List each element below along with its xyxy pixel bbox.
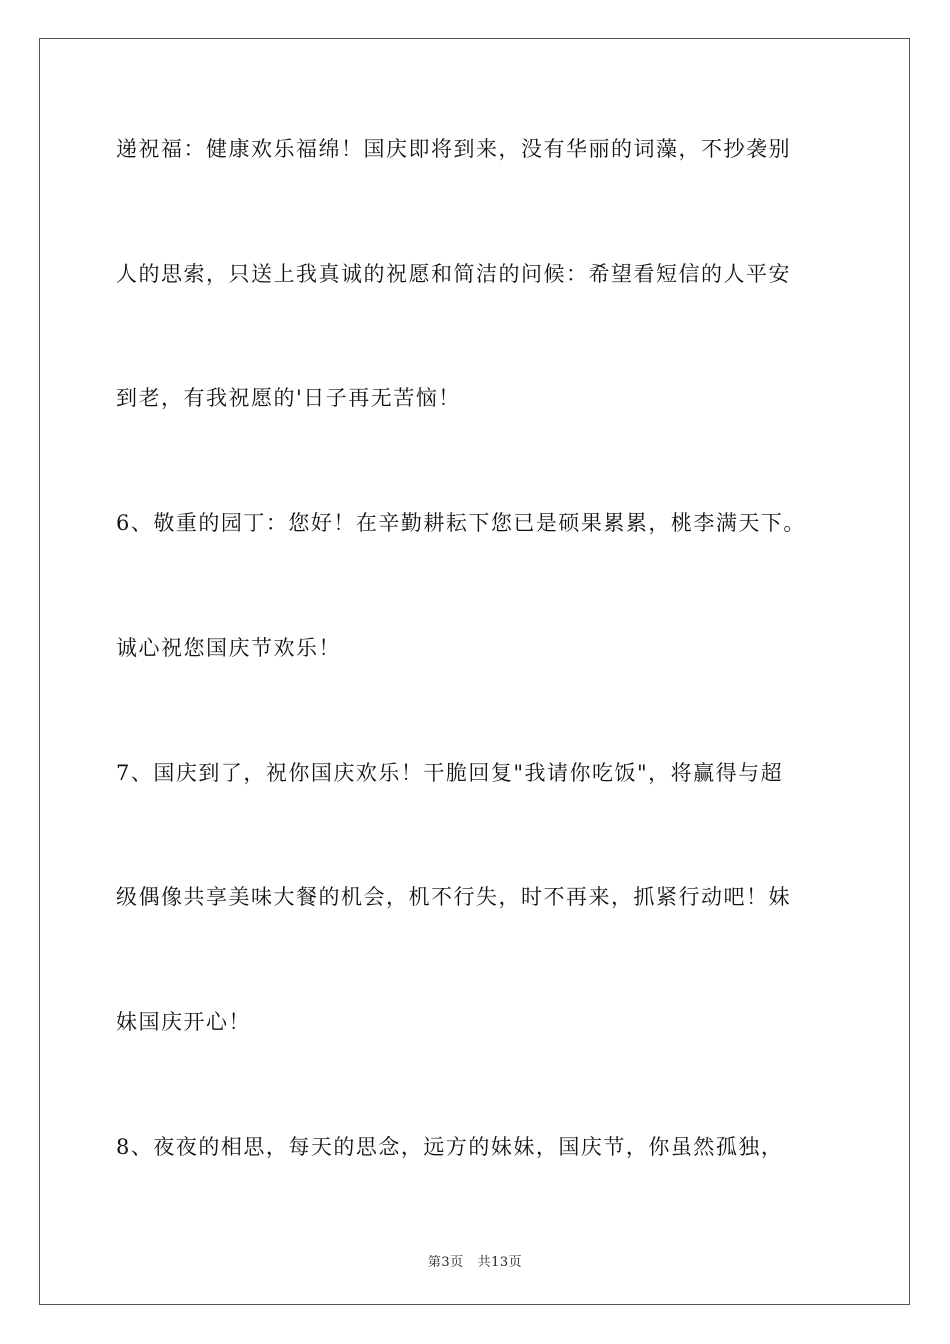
text-line: 诚心祝您国庆节欢乐！: [116, 636, 341, 660]
page-footer: [0, 1251, 950, 1270]
text-line: 7、国庆到了，祝你国庆欢乐！干脆回复"我请你吃饭"，将赢得与超: [116, 761, 784, 785]
page-total: 共13页: [477, 1255, 523, 1270]
text-line: 妹国庆开心！: [116, 1010, 251, 1034]
page-number: 第3页: [427, 1255, 464, 1270]
text-line: 级偶像共享美味大餐的机会，机不行失，时不再来，抓紧行动吧！妹: [116, 885, 791, 909]
page-border: [39, 38, 910, 1305]
text-line: 6、敬重的园丁：您好！在辛勤耕耘下您已是硕果累累，桃李满天下。: [116, 511, 806, 535]
text-line: 人的思索，只送上我真诚的祝愿和简洁的问候：希望看短信的人平安: [116, 262, 791, 286]
text-line: 8、夜夜的相思，每天的思念，远方的妹妹，国庆节，你虽然孤独，: [116, 1135, 784, 1159]
text-line: 递祝福：健康欢乐福绵！国庆即将到来，没有华丽的词藻，不抄袭别: [116, 137, 791, 161]
text-line: 到老，有我祝愿的'日子再无苦恼！: [116, 386, 461, 410]
